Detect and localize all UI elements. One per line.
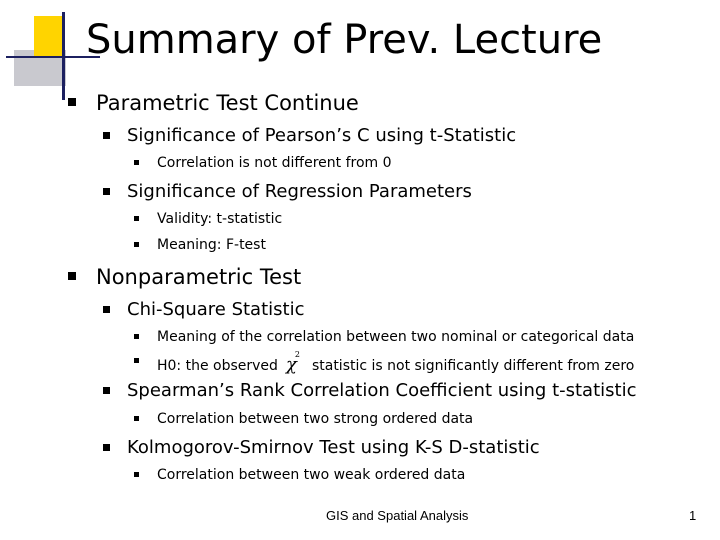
square-bullet-icon — [103, 387, 110, 394]
square-bullet-icon — [103, 444, 110, 451]
bullet-text: Kolmogorov-Smirnov Test using K-S D-statistic — [127, 437, 540, 458]
bullet-text: Nonparametric Test — [96, 265, 302, 289]
bullet-pearson — [127, 126, 516, 146]
bullet-chi-square — [127, 300, 304, 320]
bullet-text: Correlation between two strong ordered data — [157, 411, 474, 427]
bullet-kolmogorov — [127, 438, 540, 458]
bullet-weak-ordered — [157, 466, 465, 484]
square-bullet-icon — [68, 98, 76, 106]
chi-symbol — [285, 350, 302, 375]
bullet-text: Validity: t-statistic — [157, 211, 283, 227]
bullet-text: Correlation between two weak ordered data — [157, 467, 466, 483]
bullet-text: Meaning: F-test — [157, 237, 266, 253]
square-bullet-icon — [103, 188, 110, 195]
bullet-text: Parametric Test Continue — [96, 91, 359, 115]
bullet-parametric-test — [96, 92, 359, 114]
bullet-text-pre: H0: the observed — [157, 358, 278, 374]
bullet-correlation-zero — [157, 154, 392, 172]
slide-title: Summary of Prev. Lecture — [86, 17, 603, 63]
square-bullet-icon — [134, 358, 139, 363]
page-number: 1 — [689, 508, 697, 523]
bullet-validity — [157, 210, 282, 228]
square-bullet-icon — [134, 242, 139, 247]
bullet-nonparametric-test — [96, 266, 301, 288]
bullet-text: Spearman’s Rank Correlation Coefficient using t-statistic — [127, 380, 637, 401]
bullet-text-post: statistic is not significantly different from zero — [311, 358, 635, 374]
square-bullet-icon — [134, 416, 139, 421]
bullet-text: Correlation is not different from 0 — [157, 155, 392, 171]
square-bullet-icon — [134, 216, 139, 221]
bullet-text: Meaning of the correlation between two nominal or categorical data — [157, 329, 635, 345]
bullet-strong-ordered — [157, 410, 473, 428]
square-bullet-icon — [134, 160, 139, 165]
bullet-nominal-data — [157, 328, 634, 346]
square-bullet-icon — [134, 334, 139, 339]
bullet-meaning — [157, 236, 266, 254]
chi-letter: χ — [285, 354, 297, 375]
square-bullet-icon — [103, 132, 110, 139]
bullet-h0 — [157, 352, 634, 375]
bullet-spearman — [127, 381, 636, 401]
square-bullet-icon — [103, 306, 110, 313]
bullet-regression — [127, 182, 472, 202]
bullet-text: Significance of Regression Parameters — [127, 181, 472, 202]
chi-superscript: 2 — [294, 350, 300, 359]
bullet-text: Chi-Square Statistic — [127, 299, 305, 320]
square-bullet-icon — [134, 472, 139, 477]
bullet-text: Significance of Pearson’s C using t-Statistic — [127, 125, 517, 146]
square-bullet-icon — [68, 272, 76, 280]
decor-yellow-square — [34, 16, 64, 58]
footer-text: GIS and Spatial Analysis — [326, 508, 469, 523]
